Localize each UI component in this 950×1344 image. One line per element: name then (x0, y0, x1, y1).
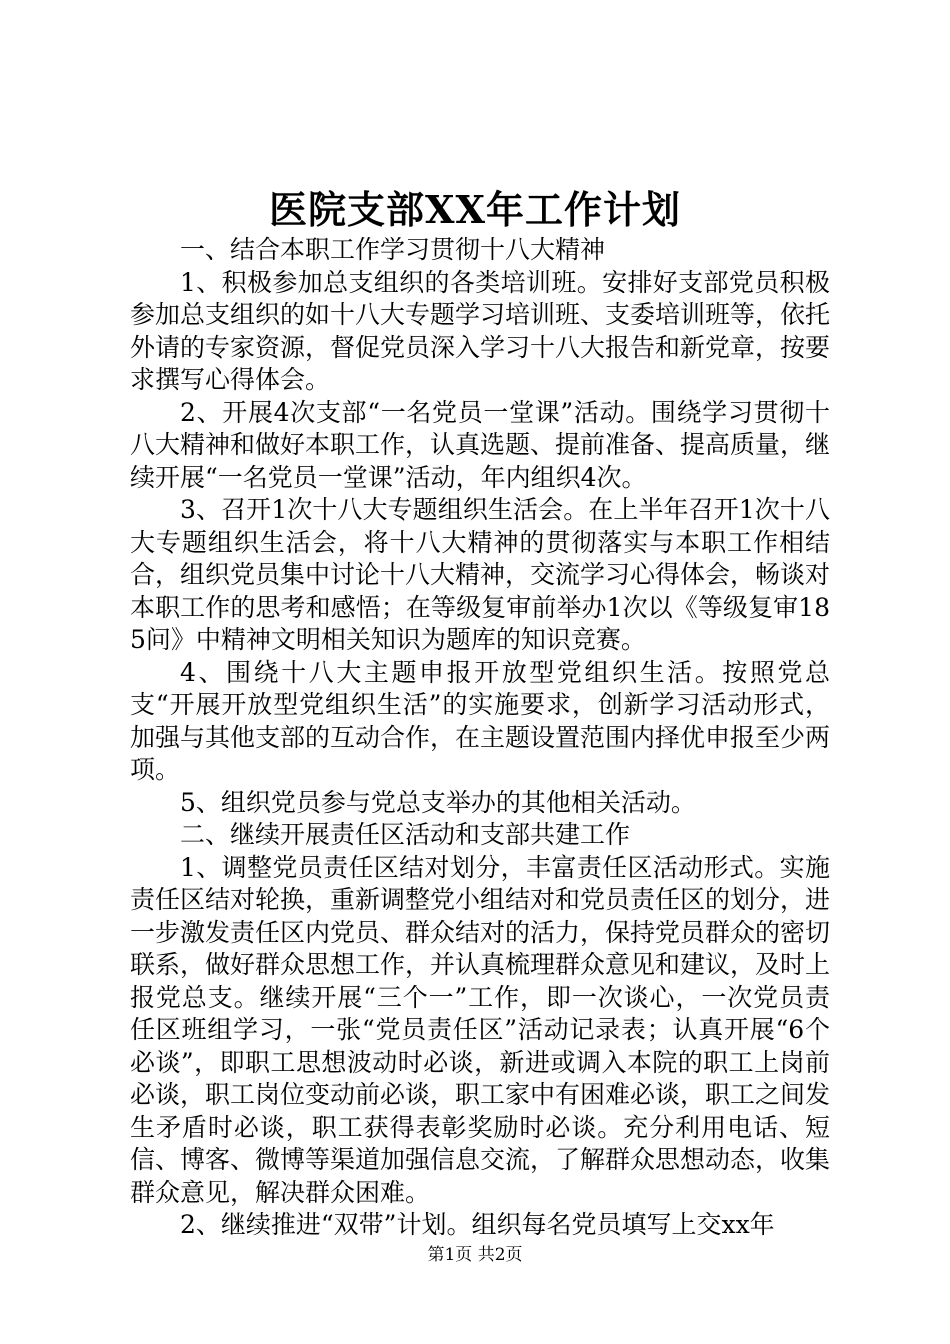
paragraph-2-2: 2、继续推进“双带”计划。组织每名党员填写上交xx年 (180, 1210, 775, 1239)
paragraph-1-1: 1、积极参加总支组织的各类培训班。安排好支部党员积极参加总支组织的如十八大专题学习培训班、支委培训班等，依托外请的专家资源，督促党员深入学习十八大报告和新党章，按要求撰写心得体会。 (130, 267, 831, 394)
section-heading-2: 二、继续开展责任区活动和支部共建工作 (180, 820, 631, 849)
page-footer: 第1页 共2页 (427, 1245, 523, 1265)
document-body (130, 234, 830, 1242)
paragraph-1-2: 2、开展4次支部“一名党员一堂课”活动。围绕学习贯彻十八大精神和做好本职工作，认真选题、提前准备、提高质量，继续开展“一名党员一堂课”活动，年内组织4次。 (130, 397, 831, 492)
paragraph-2-1: 1、调整党员责任区结对划分，丰富责任区活动形式。实施责任区结对轮换，重新调整党小组结对和党员责任区的划分，进一步激发责任区内党员、群众结对的活力，保持党员群众的密切联系，做好群众思想工作，并认真梳理群众意见和建议，及时上报党总支。继续开展“三个一”工作，即一次谈心，一次党员责任区班组学习，一张“党员责任区”活动记录表；认真开展“6个必谈”，即职工思想波动时必谈，新进或调入本院的职工上岗前必谈，职工岗位变动前必谈，职工家中有困难必谈，职工之间发生矛盾时必谈，职工获得表彰奖励时必谈。充分利用电话、短信、博客、微博等渠道加强信息交流，了解群众思想动态，收集群众意见，解决群众困难。 (130, 852, 831, 1207)
section-heading-1: 一、结合本职工作学习贯彻十八大精神 (180, 235, 606, 264)
document-title: 医院支部XX年工作计划 (269, 187, 681, 232)
paragraph-1-4: 4、围绕十八大主题申报开放型党组织生活。按照党总支“开展开放型党组织生活”的实施要求，创新学习活动形式，加强与其他支部的互动合作，在主题设置范围内择优申报至少两项。 (130, 657, 831, 784)
paragraph-1-5: 5、组织党员参与党总支举办的其他相关活动。 (180, 787, 696, 817)
paragraph-1-3: 3、召开1次十八大专题组织生活会。在上半年召开1次十八大专题组织生活会，将十八大精神的贯彻落实与本职工作相结合，组织党员集中讨论十八大精神，交流学习心得体会，畅谈对本职工作的思考和感悟；在等级复审前举办1次以《等级复审185问》中精神文明相关知识为题库的知识竞赛。 (130, 495, 831, 654)
